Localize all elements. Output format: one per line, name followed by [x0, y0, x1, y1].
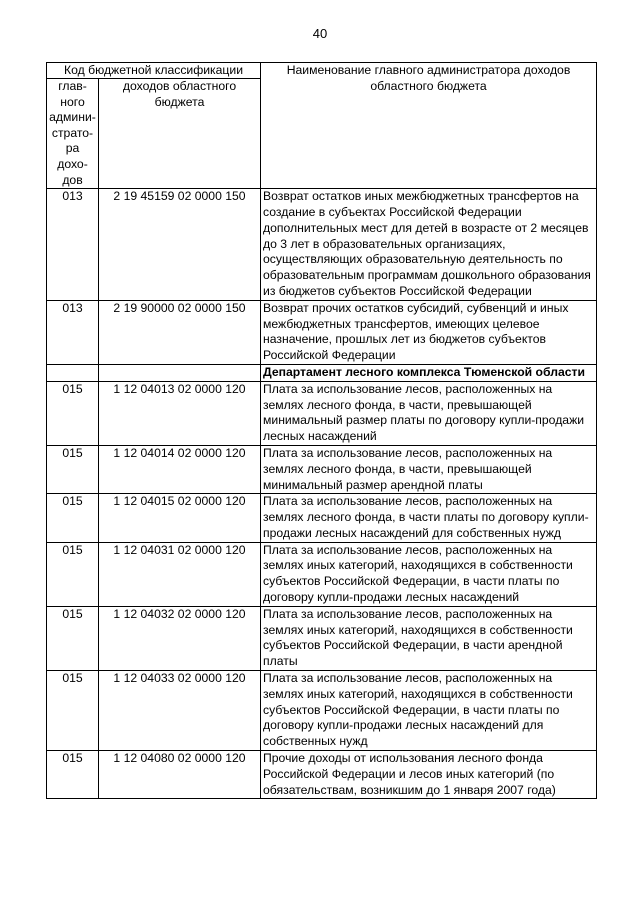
- admin-code-cell: 015: [47, 494, 99, 542]
- income-name-cell: Плата за использование лесов, расположенных на землях лесного фонда, в части, превышающей минимальный размер платы по договору купли-продажи лесных насаждений: [261, 381, 597, 445]
- header-chief-administrator: глав-ного админи-страто-ра дохо-дов: [47, 79, 99, 189]
- income-name-cell: Плата за использование лесов, расположенных на землях иных категорий, находящихся в собственности субъектов Российской Федерации, в части арендной платы: [261, 606, 597, 670]
- table-row: [47, 189, 597, 301]
- admin-code-cell: 013: [47, 300, 99, 364]
- admin-code-cell: 015: [47, 671, 99, 751]
- table-row: [47, 542, 597, 606]
- header-regional-budget-income: доходов областного бюджета: [99, 79, 261, 189]
- header-administrator-name: Наименование главного администратора доходов областного бюджета: [261, 63, 597, 189]
- income-name-cell: Плата за использование лесов, расположенных на землях лесного фонда, в части платы по договору купли-продажи лесных насаждений для собственных нужд: [261, 494, 597, 542]
- table-row: [47, 300, 597, 364]
- income-code-cell: [99, 364, 261, 381]
- income-code-cell: 1 12 04013 02 0000 120: [99, 381, 261, 445]
- admin-code-cell: 015: [47, 751, 99, 799]
- table-row: [47, 671, 597, 751]
- income-name-cell: Плата за использование лесов, расположенных на землях иных категорий, находящихся в собственности субъектов Российской Федерации, в части платы по договору купли-продажи лесных насаждений для собственных нужд: [261, 671, 597, 751]
- admin-code-cell: [47, 364, 99, 381]
- admin-code-cell: 015: [47, 606, 99, 670]
- income-name-cell: Плата за использование лесов, расположенных на землях лесного фонда, в части, превышающей минимальный размер арендной платы: [261, 445, 597, 493]
- department-name-cell: Департамент лесного комплекса Тюменской области: [261, 364, 597, 381]
- table-row: [47, 445, 597, 493]
- income-code-cell: 2 19 90000 02 0000 150: [99, 300, 261, 364]
- income-code-cell: 1 12 04080 02 0000 120: [99, 751, 261, 799]
- admin-code-cell: 015: [47, 542, 99, 606]
- income-code-cell: 1 12 04014 02 0000 120: [99, 445, 261, 493]
- income-name-cell: Плата за использование лесов, расположенных на землях иных категорий, находящихся в собственности субъектов Российской Федерации, в части платы по договору купли-продажи лесных насаждений: [261, 542, 597, 606]
- income-code-cell: 1 12 04015 02 0000 120: [99, 494, 261, 542]
- income-code-cell: 2 19 45159 02 0000 150: [99, 189, 261, 301]
- admin-code-cell: 015: [47, 381, 99, 445]
- admin-code-cell: 013: [47, 189, 99, 301]
- table-row: [47, 751, 597, 799]
- income-code-cell: 1 12 04031 02 0000 120: [99, 542, 261, 606]
- page-number: 40: [312, 26, 328, 41]
- income-code-cell: 1 12 04033 02 0000 120: [99, 671, 261, 751]
- income-name-cell: Возврат остатков иных межбюджетных трансфертов на создание в субъектах Российской Федерации дополнительных мест для детей в возрасте от 2 месяцев до 3 лет в образовательных организациях, осуществляющих образовательную деятельность по образовательным программам дошкольного образования из бюджетов субъектов Российской Федерации: [261, 189, 597, 301]
- admin-code-cell: 015: [47, 445, 99, 493]
- income-name-cell: Возврат прочих остатков субсидий, субвенций и иных межбюджетных трансфертов, имеющих целевое назначение, прошлых лет из бюджетов субъектов Российской Федерации: [261, 300, 597, 364]
- header-budget-classification-code: Код бюджетной классификации: [47, 63, 261, 79]
- income-code-cell: 1 12 04032 02 0000 120: [99, 606, 261, 670]
- budget-classification-table: [46, 62, 597, 799]
- table-row: [47, 494, 597, 542]
- table-row: [47, 381, 597, 445]
- table-row-department: [47, 364, 597, 381]
- table-row: [47, 606, 597, 670]
- income-name-cell: Прочие доходы от использования лесного фонда Российской Федерации и лесов иных категорий (по обязательствам, возникшим до 1 января 2007 года): [261, 751, 597, 799]
